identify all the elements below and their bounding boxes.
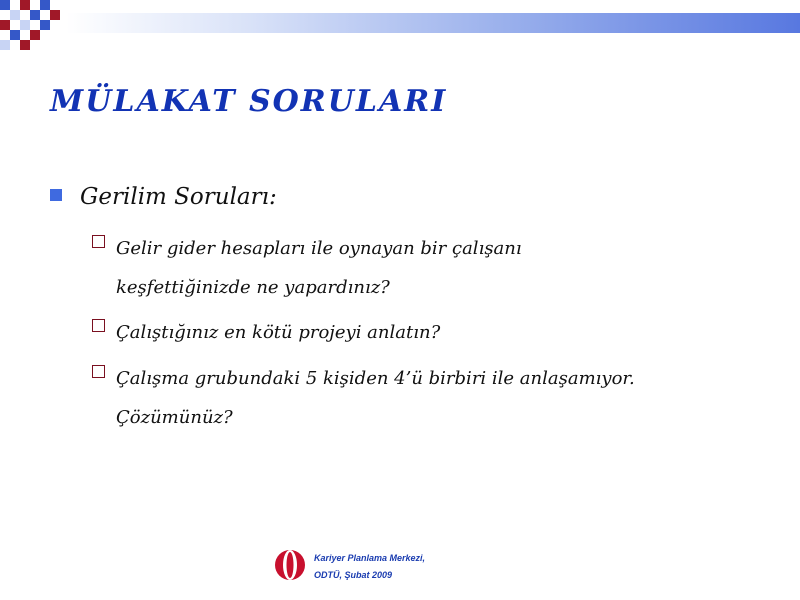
deco-square — [20, 20, 30, 30]
deco-square — [0, 40, 10, 50]
deco-square — [30, 10, 40, 20]
deco-square — [40, 0, 50, 10]
question-line: keşfettiğinizde ne yapardınız? — [116, 277, 390, 298]
question-line: Gelir gider hesapları ile oynayan bir çalışanı — [116, 238, 522, 259]
deco-square — [30, 30, 40, 40]
slide-title: MÜLAKAT SORULARI — [50, 84, 448, 119]
header-gradient-bar — [66, 13, 800, 33]
corner-decoration — [0, 0, 70, 56]
deco-square — [20, 40, 30, 50]
deco-square — [10, 30, 20, 40]
bullet-square-icon — [50, 189, 62, 201]
question-line: Çalışma grubundaki 5 kişiden 4’ü birbiri ile anlaşamıyor. — [116, 368, 635, 389]
deco-square — [40, 20, 50, 30]
question-line: Çalıştığınız en kötü projeyi anlatın? — [116, 322, 441, 343]
question-line: Çözümünüz? — [116, 407, 233, 428]
footer-date: ODTÜ, Şubat 2009 — [314, 570, 393, 580]
sub-bullet-icon — [92, 365, 105, 378]
footer-organization: Kariyer Planlama Merkezi, — [314, 553, 426, 563]
deco-square — [0, 0, 10, 10]
sub-bullet-icon — [92, 319, 105, 332]
section-heading: Gerilim Soruları: — [80, 184, 277, 210]
deco-square — [20, 0, 30, 10]
deco-square — [50, 10, 60, 20]
university-logo-icon — [274, 549, 306, 581]
deco-square — [10, 10, 20, 20]
sub-bullet-icon — [92, 235, 105, 248]
deco-square — [0, 20, 10, 30]
